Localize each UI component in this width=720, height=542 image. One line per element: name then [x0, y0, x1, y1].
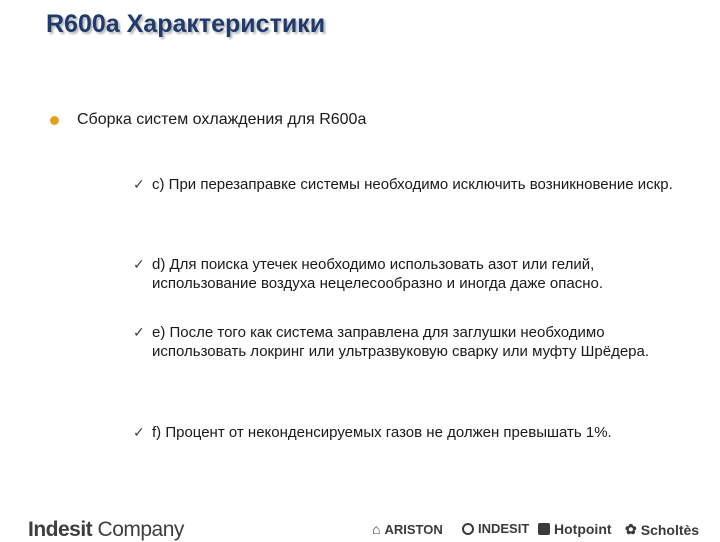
- list-item-text: c) При перезаправке системы необходимо исключить возникновение искр.: [152, 176, 673, 193]
- company-word2: Company: [92, 518, 184, 541]
- list-item-text: f) Процент от неконденсируемых газов не должен превышать 1%.: [152, 424, 612, 441]
- main-bullet-text: Сборка систем охлаждения для R600a: [77, 111, 367, 128]
- house-icon: ⌂: [372, 521, 381, 537]
- hotpoint-logo: [538, 521, 612, 537]
- slide-title: R600a Характеристики: [46, 10, 326, 38]
- ring-icon: [462, 523, 474, 535]
- ariston-logo: [372, 521, 443, 537]
- footer: [0, 515, 720, 540]
- checkmark-icon: ✓: [133, 176, 145, 192]
- scholtes-label: Scholtès: [640, 521, 700, 538]
- square-icon: [538, 523, 550, 535]
- bullet-dot-icon: [50, 116, 59, 125]
- list-item: [133, 423, 678, 442]
- list-item: [133, 323, 678, 361]
- checkmark-icon: ✓: [133, 256, 145, 272]
- list-item: [133, 175, 678, 194]
- scholtes-logo: [625, 521, 699, 538]
- main-bullet: [50, 111, 366, 129]
- flower-icon: ✿: [625, 521, 637, 537]
- company-word1: Indesit: [28, 518, 93, 541]
- indesit-label: INDESIT: [478, 521, 530, 536]
- checkmark-icon: ✓: [133, 424, 145, 440]
- indesit-logo: [462, 521, 529, 536]
- ariston-label: ARISTON: [384, 521, 443, 537]
- list-item-text: e) После того как система заправлена для заглушки необходимо использовать локринг или ультразвуковую сварку или муфту Шрёдера.: [152, 324, 650, 360]
- company-logo: [28, 518, 184, 542]
- list-item: [133, 255, 678, 293]
- list-item-text: d) Для поиска утечек необходимо использовать азот или гелий, использование воздуха нецелесообразно и иногда даже опасно.: [152, 256, 604, 292]
- checkmark-icon: ✓: [133, 324, 145, 340]
- hotpoint-label: Hotpoint: [554, 521, 612, 537]
